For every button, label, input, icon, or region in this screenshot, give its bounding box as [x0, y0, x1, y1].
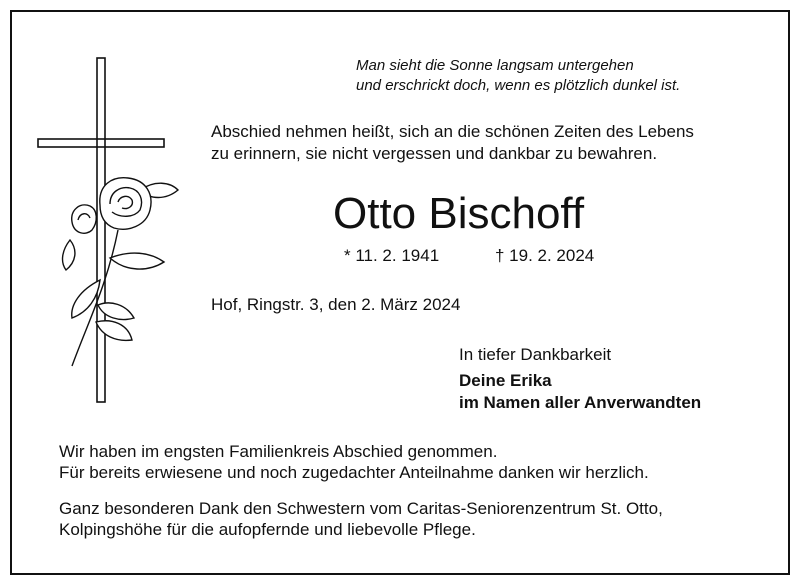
place-date: Hof, Ringstr. 3, den 2. März 2024: [211, 295, 461, 314]
rose-icon: [63, 178, 178, 366]
thanks-line-1: Ganz besonderen Dank den Schwestern vom Caritas-Seniorenzentrum St. Otto,: [59, 499, 663, 518]
birth-date: * 11. 2. 1941: [344, 246, 440, 265]
quote-line-2: und erschrickt doch, wenn es plötzlich dunkel ist.: [356, 77, 681, 94]
notice-line-2: Für bereits erwiesene und noch zugedachter Anteilnahme danken wir herzlich.: [59, 463, 649, 482]
deceased-name: Otto Bischoff: [333, 189, 585, 238]
thanks-line-2: Kolpingshöhe für die aufopfernde und liebevolle Pflege.: [59, 520, 476, 539]
intro-line-1: Abschied nehmen heißt, sich an die schönen Zeiten des Lebens: [211, 122, 694, 141]
cross-icon: [38, 58, 164, 402]
quote-line-1: Man sieht die Sonne langsam untergehen: [356, 57, 634, 74]
notice-line-1: Wir haben im engsten Familienkreis Abschied genommen.: [59, 442, 498, 461]
signature-name: Deine Erika: [459, 371, 552, 390]
signature-phrase: In tiefer Dankbarkeit: [459, 345, 612, 364]
signature-relatives: im Namen aller Anverwandten: [459, 393, 702, 412]
death-date: † 19. 2. 2024: [495, 246, 595, 265]
intro-line-2: zu erinnern, sie nicht vergessen und dankbar zu bewahren.: [211, 144, 658, 163]
